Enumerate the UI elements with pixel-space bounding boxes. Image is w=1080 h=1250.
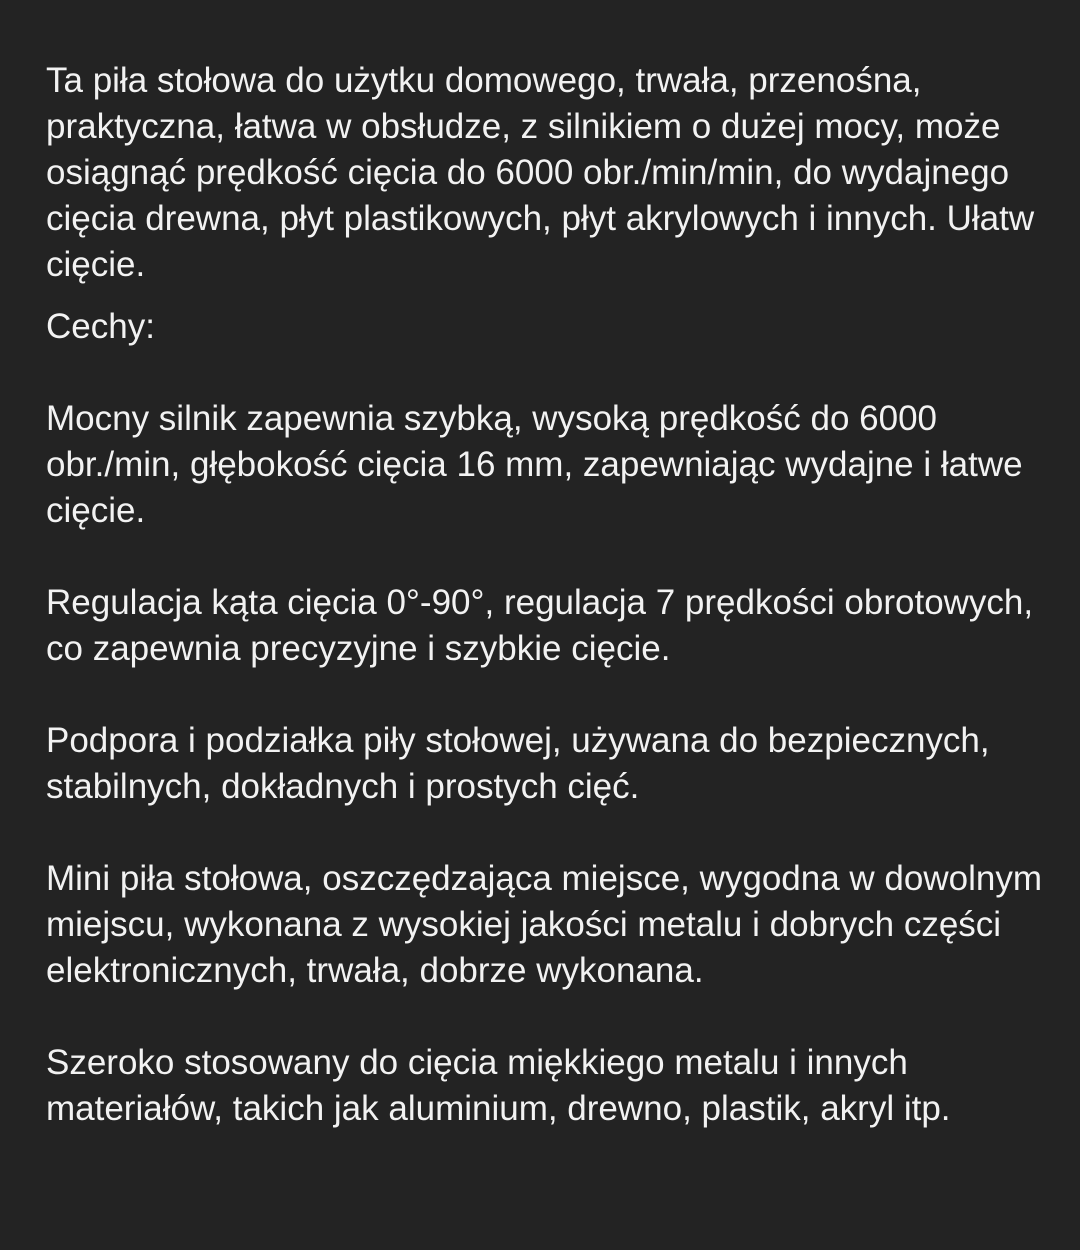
feature-paragraph-angle: Regulacja kąta cięcia 0°-90°, regulacja 7 prędkości obrotowych, co zapewnia precyzyjne i szybkie cięcie. bbox=[46, 583, 1034, 668]
feature-paragraph-motor: Mocny silnik zapewnia szybką, wysoką prędkość do 6000 obr./min, głębokość cięcia 16 mm, zapewniając wydajne i łatwe cięcie. bbox=[46, 399, 1023, 530]
feature-paragraph-mini: Mini piła stołowa, oszczędzająca miejsce, wygodna w dowolnym miejscu, wykonana z wysokiej jakości metalu i dobrych części elektronicznych, trwała, dobrze wykonana. bbox=[46, 859, 1042, 990]
feature-paragraph-usage: Szeroko stosowany do cięcia miękkiego metalu i innych materiałów, takich jak aluminium, drewno, plastik, akryl itp. bbox=[46, 1043, 951, 1128]
product-description-text bbox=[46, 58, 1046, 1132]
features-heading: Cechy: bbox=[46, 307, 155, 346]
intro-paragraph: Ta piła stołowa do użytku domowego, trwała, przenośna, praktyczna, łatwa w obsłudze, z silnikiem o dużej mocy, może osiągnąć prędkość cięcia do 6000 obr./min/min, do wydajnego cięcia drewna, płyt plastikowych, płyt akrylowych i innych. Ułatw cięcie. bbox=[46, 61, 1035, 284]
feature-paragraph-support: Podpora i podziałka piły stołowej, używana do bezpiecznych, stabilnych, dokładnych i prostych cięć. bbox=[46, 721, 990, 806]
